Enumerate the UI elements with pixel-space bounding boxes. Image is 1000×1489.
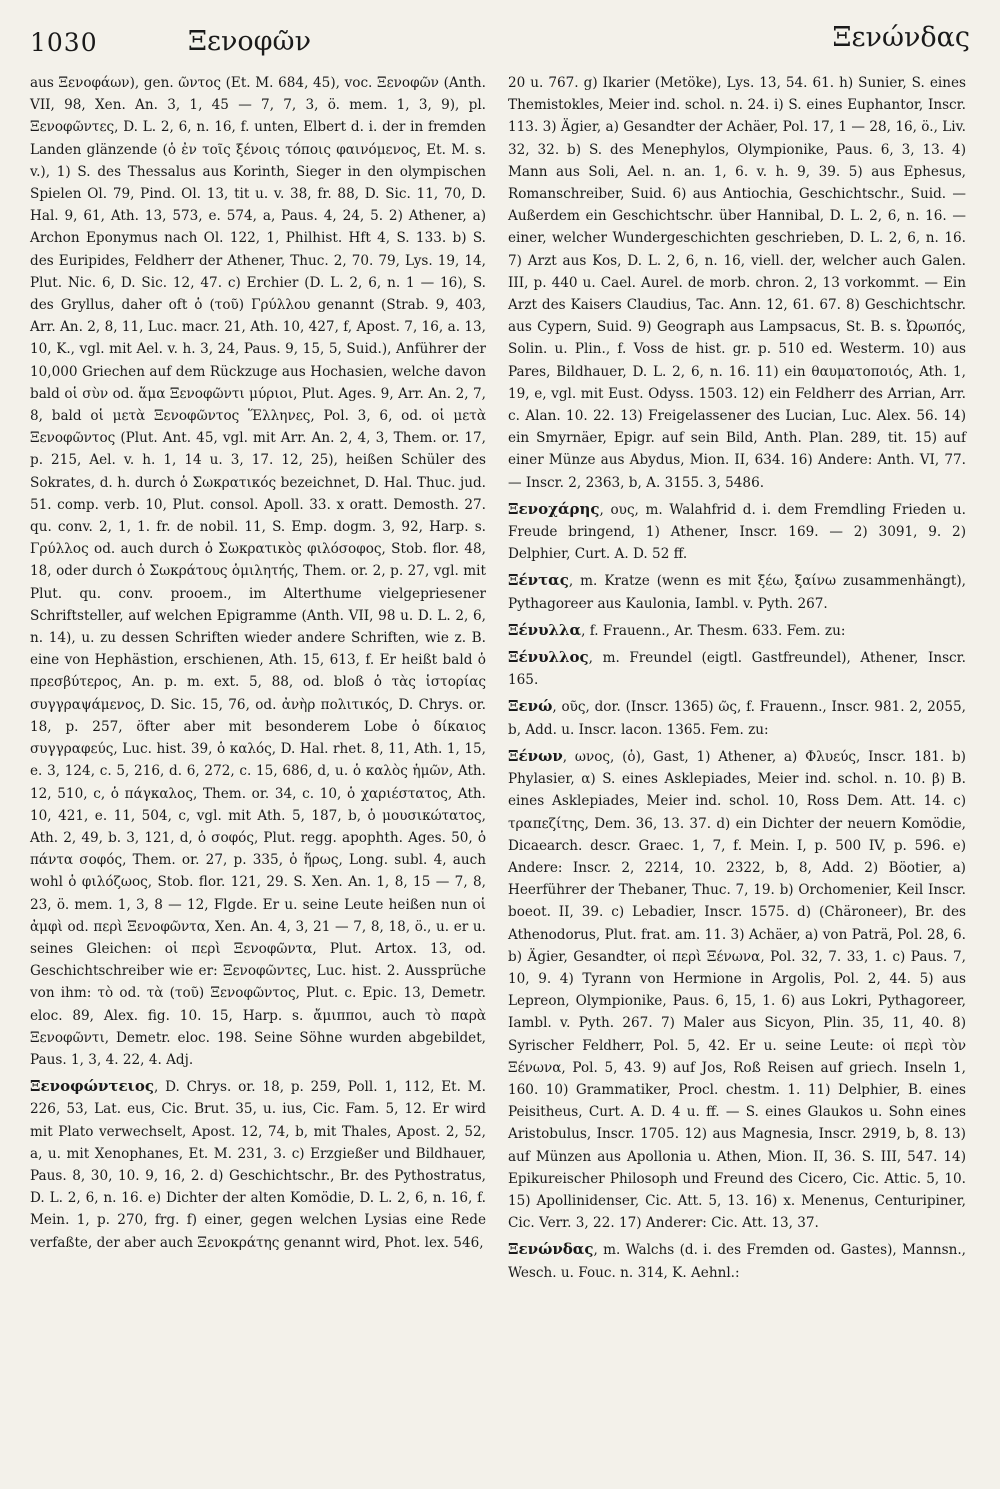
dictionary-entry xyxy=(30,1075,486,1254)
entry-headword: Ξενοχάρης xyxy=(508,499,600,518)
entry-continuation: 20 u. 767. g) Ikarier (Metöke), Lys. 13, 54. 61. h) Sunier, S. eines Themistokles, Meier ind. schol. n. 24. i) S. eines Euphantor, Inscr. 113. 3) Ägier, a) Gesandter der Achäer, Pol. 17, 1 — 28, 16, ö., Liv. 32, 32. b) S. des Menephylos, Olympionike, Paus. 6, 3, 13. 4) Mann aus Soli, Ael. n. an. 1, 6. v. h. 9, 39. 5) aus Ephesus, Romanschreiber, Suid. 6) aus Antiochia, Geschichtschr., Suid. — Außerdem ein Geschichtschr. über Hannibal, D. L. 2, 6, n. 16. — einer, welcher Wundergeschichten geschrieben, D. L. 2, 6, n. 16. 7) Arzt aus Kos, D. L. 2, 6, n. 16, viell. der, welcher auch Galen. III, p. 440 u. Cael. Aurel. de morb. chron. 2, 13 vorkommt. — Ein Arzt des Kaisers Claudius, Tac. Ann. 12, 61. 67. 8) Geschichtschr. aus Cypern, Suid. 9) Geograph aus Lampsacus, St. B. s. Ὠρωπός, Solin. u. Plin., f. Voss de hist. gr. p. 510 ed. Westerm. 10) aus Pares, Bildhauer, D. L. 2, 6, n. 16. 11) ein θαυματοποιός, Ath. 1, 19, e, vgl. mit Eust. Odyss. 1503. 12) ein Feldherr des Arrian, Arr. c. Alan. 10. 22. 13) Freigelassener des Lucian, Luc. Alex. 56. 14) ein Smyrnäer, Epigr. auf sein Bild, Anth. Plan. 289, tit. 15) auf einer Münze aus Abydus, Mion. II, 634. 16) Andere: Anth. VI, 77. — Inscr. 2, 2363, b, A. 3155. 3, 5486. xyxy=(508,75,966,491)
entry-body: , m. Freundel (eigtl. Gastfreundel), Athener, Inscr. 165. xyxy=(508,650,966,689)
entry-body: , D. Chrys. or. 18, p. 259, Poll. 1, 112, Et. M. 226, 53, Lat. eus, Cic. Brut. 35, u. ius, Cic. Fam. 5, 12. Er wird mit Plato verwechselt, Apost. 12, 74, b, mit Thales, Apost. 2, 52, a, u. mit Xenophanes, Et. M. 231, 3. c) Erzgießer und Bildhauer, Paus. 8, 30, 10. 9, 16, 2. d) Geschichtschr., Br. des Pythostratus, D. L. 2, 6, n. 16. e) Dichter der alten Komödie, D. L. 2, 6, n. 16, f. Mein. 1, p. 270, frg. f) einer, gegen welchen Lysias eine Rede verfaßte, der aber auch Ξενοκράτης genannt wird, Phot. lex. 546, xyxy=(30,1079,486,1251)
guide-word-left: Ξενοφῶν xyxy=(188,26,311,57)
dictionary-entry xyxy=(508,646,966,691)
entry-body: , m. Kratze (wenn es mit ξέω, ξαίνω zusammenhängt), Pythagoreer aus Kaulonia, Iambl. v. Pyth. 267. xyxy=(508,573,966,612)
entry-body: , f. Frauenn., Ar. Thesm. 633. Fem. zu: xyxy=(581,622,846,639)
dictionary-entry xyxy=(508,569,966,614)
page-header xyxy=(30,22,970,72)
dictionary-entry xyxy=(508,1238,966,1283)
entry-headword: Ξέντας xyxy=(508,571,569,590)
entry-headword: Ξένυλλα xyxy=(508,620,582,639)
guide-word-right: Ξενώνδας xyxy=(832,22,970,53)
dictionary-entry xyxy=(508,695,966,740)
left-column xyxy=(30,72,486,1254)
dictionary-entry xyxy=(508,619,966,642)
right-column xyxy=(508,72,966,1284)
page-number: 1030 xyxy=(30,28,98,57)
entry-body: , m. Walchs (d. i. des Fremden od. Gastes), Mannsn., Wesch. u. Fouc. n. 314, K. Aehnl.: xyxy=(508,1242,966,1281)
entry-body: , ωνος, (ὁ), Gast, 1) Athener, a) Φλυεύς, Inscr. 181. b) Phylasier, α) S. eines Asklepiades, Meier ind. schol. n. 10. β) B. eines Asklepiades, Meier ind. schol. 10, Ross Dem. Att. 14. c) τραπεζίτης, Dem. 36, 13. 37. d) ein Dichter der neuern Komödie, Dicaearch. descr. Graec. 1, 7, f. Mein. I, p. 500 IV, p. 596. e) Andere: Inscr. 2, 2214, 10. 2322, b, 8, Add. 2) Böotier, a) Heerführer der Thebaner, Thuc. 7, 19. b) Orchomenier, Keil Inscr. boeot. II, 39. c) Lebadier, Inscr. 1575. d) (Chäroneer), Br. des Athenodorus, Plut. frat. am. 11. 3) Achäer, a) von Paträ, Pol. 28, 6. b) Ägier, Gesandter, οἱ περὶ Ξένωνα, Pol. 32, 7. 33, 1. c) Paus. 7, 10, 9. 4) Tyrann von Hermione in Argolis, Pol. 2, 44. 5) aus Lepreon, Olympionike, Paus. 6, 15, 1. 6) aus Lokri, Pythagoreer, Iambl. v. Pyth. 267. 7) Maler aus Sicyon, Plin. 35, 11, 40. 8) Syrischer Feldherr, Pol. 5, 42. Er u. seine Leute: οἱ περὶ τὸν Ξένωνα, Pol. 5, 43. 9) auf Jos, Roß Reisen auf griech. Inseln 1, 160. 10) Grammatiker, Procl. chestm. 1. 11) Delphier, B. eines Peisitheus, Curt. A. D. 4 u. ff. — S. eines Glaukos u. Sohn eines Aristobulus, Inscr. 1705. 12) aus Magnesia, Inscr. 2919, b, 8. 13) auf Münzen aus Apollonia u. Athen, Mion. II, 36. S. III, 547. 14) Epikureischer Philosoph und Freund des Cicero, Cic. Attic. 5, 10. 15) Apollinidenser, Cic. Att. 5, 13. 16) x. Menenus, Centuripiner, Cic. Verr. 3, 22. 17) Anderer: Cic. Att. 13, 37. xyxy=(508,748,966,1232)
entry-body: , οῦς, dor. (Inscr. 1365) ῶς, f. Frauenn., Inscr. 981. 2, 2055, b, Add. u. Inscr. lacon. 1365. Fem. zu: xyxy=(508,699,966,738)
entry-headword: Ξενώ xyxy=(508,697,553,716)
entry-headword: Ξένυλλος xyxy=(508,648,589,667)
entry-headword: Ξενώνδας xyxy=(508,1240,594,1259)
entry-headword: Ξένων xyxy=(508,746,563,765)
entry-headword: Ξενοφώντειος xyxy=(30,1077,154,1096)
dictionary-entry xyxy=(508,745,966,1234)
entry-body: , ους, m. Walahfrid d. i. dem Fremdling Frieden u. Freude bringend, 1) Athener, Inscr. 169. — 2) 3091, 9. 2) Delphier, Curt. A. D. 52 ff. xyxy=(508,501,966,563)
entry-continuation: aus Ξενοφάων), gen. ῶντος (Et. M. 684, 45), voc. Ξενοφῶν (Anth. VII, 98, Xen. An. 3, 1, 45 — 7, 7, 3, ö. mem. 1, 3, 9), pl. Ξενοφῶντες, D. L. 2, 6, n. 16, f. unten, Elbert d. i. der in fremden Landen glänzende (ὁ ἐν τοῖς ξένοις τόποις φαινόμενος, Et. M. s. v.), 1) S. des Thessalus aus Korinth, Sieger in den olympischen Spielen Ol. 79, Pind. Ol. 13, tit u. v. 38, fr. 88, D. Sic. 11, 70, D. Hal. 9, 61, Ath. 13, 573, e. 574, a, Paus. 4, 24, 5. 2) Athener, a) Archon Eponymus nach Ol. 122, 1, Philhist. Hft 4, S. 133. b) S. des Euripides, Feldherr der Athener, Thuc. 2, 70. 79, Lys. 19, 14, Plut. Nic. 6, D. Sic. 12, 47. c) Erchier (D. L. 2, 6, n. 1 — 16), S. des Gryllus, daher oft ὁ (τοῦ) Γρύλλου genannt (Strab. 9, 403, Arr. An. 2, 8, 11, Luc. macr. 21, Ath. 10, 427, f, Apost. 7, 16, a. 13, 10, K., vgl. mit Ael. v. h. 3, 24, Paus. 9, 15, 5, Suid.), Anführer der 10,000 Griechen auf dem Rückzuge aus Hochasien, welche davon bald οἱ σὺν od. ἅμα Ξενοφῶντι μύριοι, Plut. Ages. 9, Arr. An. 2, 7, 8, bald οἱ μετὰ Ξενοφῶντος Ἕλληνες, Pol. 3, 6, od. οἱ μετὰ Ξενοφῶντος (Plut. Ant. 45, vgl. mit Arr. An. 2, 4, 3, Them. or. 17, p. 215, Ael. v. h. 1, 14 u. 3, 17. 12, 25), heißen Schüler des Sokrates, d. h. durch ὁ Σωκρατικός bezeichnet, D. Hal. Thuc. jud. 51. comp. verb. 10, Plut. consol. Apoll. 33. x oratt. Demosth. 27. qu. conv. 2, 1, 1. fr. de nobil. 11, S. Emp. dogm. 3, 92, Harp. s. Γρύλλος od. auch durch ὁ Σωκρατικὸς φιλόσοφος, Stob. flor. 48, 18, oder durch ὁ Σωκράτους ὁμιλητής, Them. or. 2, p. 27, vgl. mit Plut. qu. conv. prooem., im Alterthume vielgepriesener Schriftsteller, auf welchen Epigramme (Anth. VII, 98 u. D. L. 2, 6, n. 14), u. zu dessen Schriften wieder andere Schriften, wie z. B. eine von Hephästion, erschienen, Ath. 15, 613, f. Er heißt bald ὁ πρεσβύτερος, An. p. m. ext. 5, 88, od. bloß ὁ τὰς ἱστορίας συγγραψάμενος, D. Sic. 15, 76, od. ἀνὴρ πολιτικός, D. Chrys. or. 18, p. 257, öfter aber mit besonderem Lobe ὁ δίκαιος συγγραφεύς, Luc. hist. 39, ὁ καλός, D. Hal. rhet. 8, 11, Ath. 1, 15, e. 3, 124, c. 5, 216, d. 6, 272, c. 15, 686, d, u. ὁ καλὸς ἡμῶν, Ath. 12, 510, c, ὁ πάγκαλος, Them. or. 34, c. 10, ὁ χαριέστατος, Ath. 10, 421, e. 11, 504, c, vgl. mit Ath. 5, 187, b, ὁ μουσικώτατος, Ath. 2, 49, b. 3, 121, d, ὁ σοφός, Plut. regg. apophth. Ages. 50, ὁ πάντα σοφός, Them. or. 27, p. 335, ὁ ἥρως, Long. subl. 4, auch wohl ὁ φιλόζωος, Stob. flor. 121, 29. S. Xen. An. 1, 8, 15 — 7, 8, 23, ö. mem. 1, 3, 8 — 12, Flgde. Er u. seine Leute heißen nun οἱ ἀμφὶ od. περὶ Ξενοφῶντα, Xen. An. 4, 3, 21 — 7, 8, 18, ö., u. er u. seines Gleichen: οἱ περὶ Ξενοφῶντα, Plut. Artox. 13, od. Geschichtschreiber wie er: Ξενοφῶντες, Luc. hist. 2. Aussprüche von ihm: τὸ od. τὰ (τοῦ) Ξενοφῶντος, Plut. c. Epic. 13, Demetr. eloc. 89, Alex. fig. 10. 15, Harp. s. ἄμιπποι, auch τὸ παρὰ Ξενοφῶντι, Demetr. eloc. 198. Seine Söhne wurden abgebildet, Paus. 1, 3, 4. 22, 4. Adj. xyxy=(30,75,486,1068)
dictionary-entry xyxy=(508,498,966,566)
